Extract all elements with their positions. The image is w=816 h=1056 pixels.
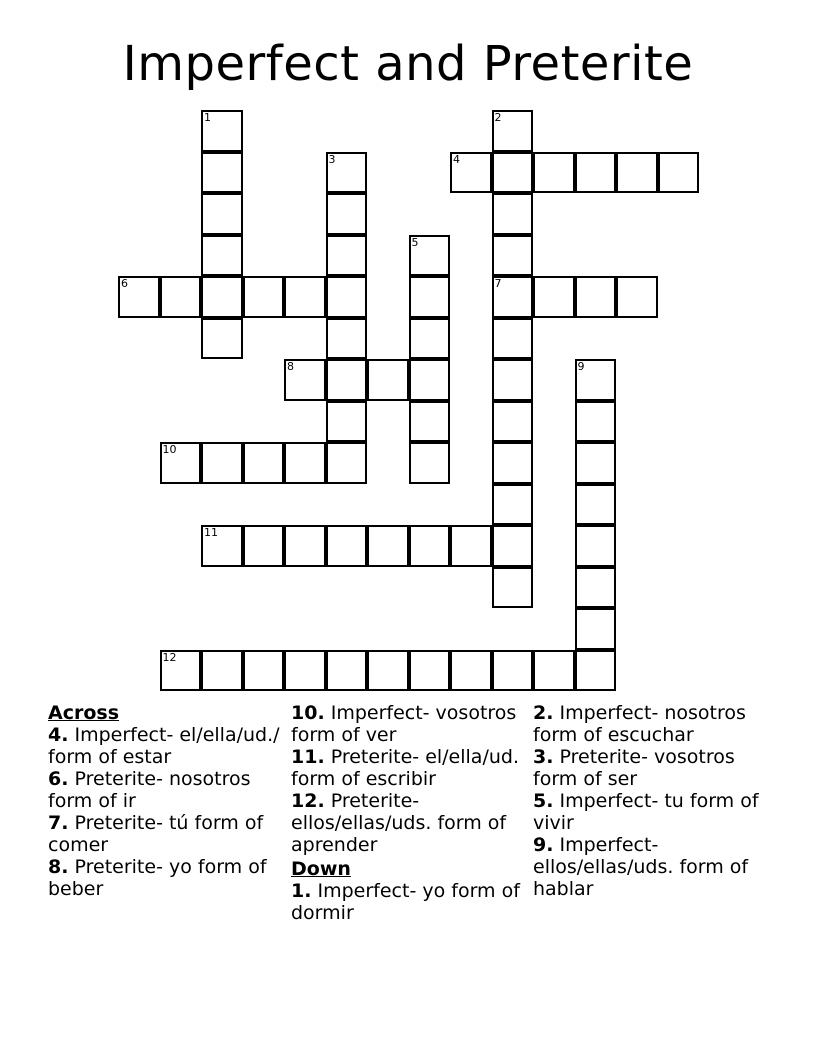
clue-number: 7 bbox=[494, 277, 502, 290]
grid-cell[interactable] bbox=[409, 318, 451, 360]
clues-column-3 bbox=[533, 702, 769, 900]
clue-number: 9 bbox=[577, 360, 585, 373]
clue-number: 10 bbox=[162, 443, 177, 456]
grid-cell[interactable] bbox=[575, 152, 617, 194]
grid-cell[interactable] bbox=[575, 608, 617, 650]
grid-cell[interactable] bbox=[201, 650, 243, 692]
grid-cell[interactable] bbox=[409, 401, 451, 443]
grid-cell[interactable] bbox=[450, 152, 492, 194]
grid-cell[interactable] bbox=[658, 152, 700, 194]
grid-cell[interactable] bbox=[284, 442, 326, 484]
clue-number: 3 bbox=[328, 152, 336, 166]
grid-cell[interactable] bbox=[492, 401, 534, 443]
clues-column-2 bbox=[291, 702, 527, 924]
clue-number: 6 bbox=[121, 277, 128, 290]
grid-cell[interactable] bbox=[409, 276, 451, 318]
clue-down-5: 5. Imperfect- tu form of vivir bbox=[533, 790, 759, 834]
grid-cell[interactable] bbox=[284, 650, 326, 692]
clue-down-9: 9. Imperfect- ellos/ellas/uds. form of hablar bbox=[533, 834, 749, 900]
grid-cell[interactable] bbox=[160, 650, 202, 692]
clue-number: 8 bbox=[287, 360, 294, 373]
puzzle-title: Imperfect and Preterite bbox=[122, 36, 694, 92]
grid-cell[interactable] bbox=[201, 318, 243, 360]
grid-cell[interactable] bbox=[201, 152, 243, 194]
grid-cell[interactable] bbox=[575, 442, 617, 484]
grid-cell[interactable] bbox=[575, 567, 617, 609]
grid-cell[interactable] bbox=[450, 525, 492, 567]
grid-cell[interactable] bbox=[575, 276, 617, 318]
grid-cell[interactable] bbox=[160, 442, 202, 484]
grid-cell[interactable] bbox=[326, 235, 368, 277]
grid-cell[interactable] bbox=[326, 318, 368, 360]
grid-cell[interactable] bbox=[326, 401, 368, 443]
grid-cell[interactable] bbox=[533, 276, 575, 318]
grid-cell[interactable] bbox=[616, 152, 658, 194]
grid-cell[interactable] bbox=[409, 359, 451, 401]
clue-across-4: 4. Imperfect- el/ella/ud./ form of estar bbox=[48, 724, 280, 768]
clue-number: 12 bbox=[162, 650, 177, 664]
grid-cell[interactable] bbox=[243, 276, 285, 318]
grid-cell[interactable] bbox=[284, 359, 326, 401]
clue-number: 4 bbox=[453, 152, 460, 166]
grid-cell[interactable] bbox=[326, 359, 368, 401]
clue-down-3: 3. Preterite- vosotros form of ser bbox=[533, 746, 735, 790]
grid-cell[interactable] bbox=[326, 152, 368, 194]
clue-number: 1 bbox=[204, 111, 211, 124]
grid-cell[interactable] bbox=[326, 442, 368, 484]
grid-cell[interactable] bbox=[284, 276, 326, 318]
grid-cell[interactable] bbox=[492, 359, 534, 401]
grid-cell[interactable] bbox=[575, 401, 617, 443]
grid-cell[interactable] bbox=[533, 152, 575, 194]
clue-down-1: 1. Imperfect- yo form of dormir bbox=[291, 880, 520, 924]
grid-cell[interactable] bbox=[492, 152, 534, 194]
clue-across-11: 11. Preterite- el/ella/ud. form of escribir bbox=[291, 746, 519, 790]
grid-cell[interactable] bbox=[409, 235, 451, 277]
grid-cell[interactable] bbox=[575, 359, 617, 401]
grid-cell[interactable] bbox=[575, 484, 617, 526]
grid-cell[interactable] bbox=[367, 359, 409, 401]
grid-cell[interactable] bbox=[450, 650, 492, 692]
grid-cell[interactable] bbox=[201, 193, 243, 235]
grid-cell[interactable] bbox=[492, 484, 534, 526]
grid-cell[interactable] bbox=[492, 110, 534, 152]
clue-across-8: 8. Preterite- yo form of beber bbox=[48, 856, 267, 900]
grid-cell[interactable] bbox=[201, 110, 243, 152]
grid-cell[interactable] bbox=[118, 276, 160, 318]
grid-cell[interactable] bbox=[367, 650, 409, 692]
clue-across-7: 7. Preterite- tú form of comer bbox=[48, 812, 264, 856]
grid-cell[interactable] bbox=[284, 525, 326, 567]
grid-cell[interactable] bbox=[326, 193, 368, 235]
clue-across-10: 10. Imperfect- vosotros form of ver bbox=[291, 702, 517, 746]
grid-cell[interactable] bbox=[409, 650, 451, 692]
grid-cell[interactable] bbox=[492, 318, 534, 360]
clues-column-1 bbox=[48, 702, 284, 900]
grid-cell[interactable] bbox=[326, 650, 368, 692]
grid-cell[interactable] bbox=[201, 276, 243, 318]
grid-cell[interactable] bbox=[160, 276, 202, 318]
grid-cell[interactable] bbox=[575, 650, 617, 692]
clue-down-2: 2. Imperfect- nosotros form of escuchar bbox=[533, 702, 746, 746]
grid-cell[interactable] bbox=[409, 442, 451, 484]
grid-cell[interactable] bbox=[201, 525, 243, 567]
grid-cell[interactable] bbox=[492, 650, 534, 692]
grid-cell[interactable] bbox=[492, 193, 534, 235]
grid-cell[interactable] bbox=[409, 525, 451, 567]
grid-cell[interactable] bbox=[492, 567, 534, 609]
grid-cell[interactable] bbox=[243, 525, 285, 567]
grid-cell[interactable] bbox=[243, 650, 285, 692]
down-heading: Down bbox=[291, 858, 351, 880]
clue-across-12: 12. Preterite- ellos/ellas/uds. form of aprender bbox=[291, 790, 507, 856]
grid-cell[interactable] bbox=[492, 525, 534, 567]
grid-cell[interactable] bbox=[326, 276, 368, 318]
clue-number: 2 bbox=[494, 111, 502, 124]
clue-across-6: 6. Preterite- nosotros form of ir bbox=[48, 768, 251, 812]
grid-cell[interactable] bbox=[201, 442, 243, 484]
grid-cell[interactable] bbox=[575, 525, 617, 567]
grid-cell[interactable] bbox=[201, 235, 243, 277]
clue-number: 11 bbox=[204, 526, 218, 539]
grid-cell[interactable] bbox=[326, 525, 368, 567]
grid-cell[interactable] bbox=[492, 276, 534, 318]
across-heading: Across bbox=[48, 702, 120, 724]
grid-cell[interactable] bbox=[492, 235, 534, 277]
grid-cell[interactable] bbox=[367, 525, 409, 567]
grid-cell[interactable] bbox=[492, 442, 534, 484]
grid-cell[interactable] bbox=[616, 276, 658, 318]
grid-cell[interactable] bbox=[533, 650, 575, 692]
grid-cell[interactable] bbox=[243, 442, 285, 484]
clue-number: 5 bbox=[411, 235, 419, 249]
